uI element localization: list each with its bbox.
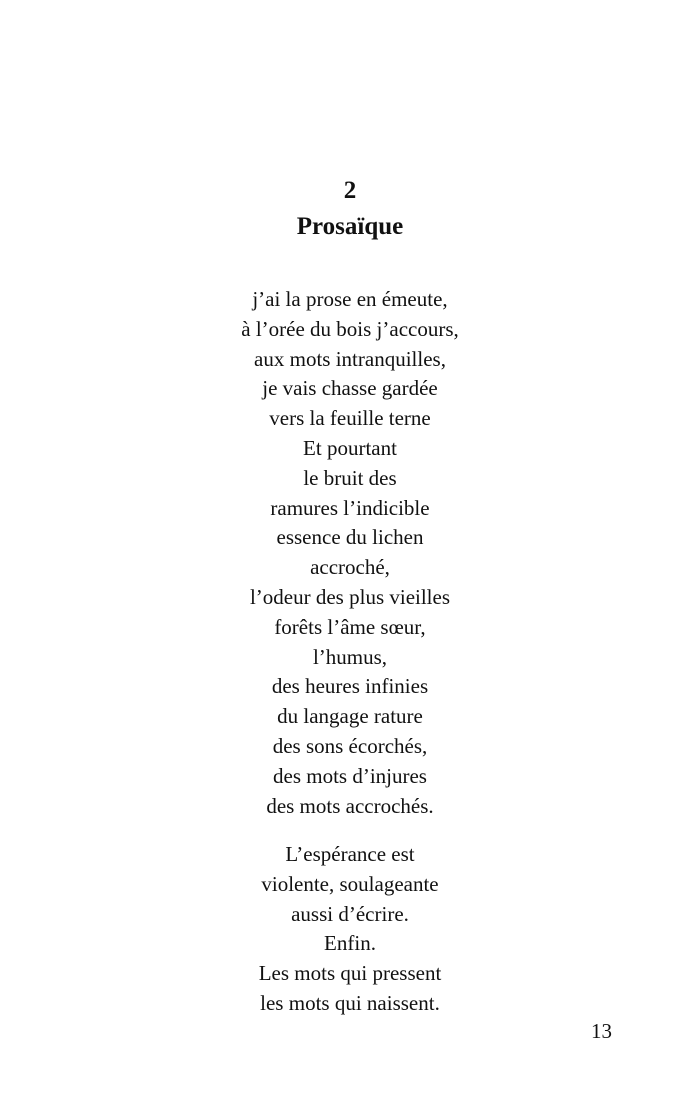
verse-line: j’ai la prose en émeute, [252,287,448,311]
verse-line: aux mots intranquilles, [254,346,446,371]
chapter-title: Prosaïque [296,213,404,240]
verse-line: des mots d’injures [273,763,427,788]
verse-line: je vais chasse gardée [262,376,438,401]
poem-stanza-2 [0,840,700,1019]
verse-line: forêts l’âme sœur, [274,614,426,639]
verse-line: l’odeur des plus vieilles [249,584,451,609]
verse-line: l’humus, [312,644,388,669]
verse-line: Les mots qui pressent [258,961,442,986]
verse-line: Et pourtant [303,435,397,460]
verse-line: essence du lichen [276,525,424,550]
verse-line: aussi d’écrire. [291,901,409,926]
verse-line: le bruit des [303,465,397,490]
verse-line: du langage rature [277,704,423,729]
chapter-number: 2 [343,177,357,204]
page-number: 13 [591,1019,612,1043]
verse-line: à l’orée du bois j’accours, [241,316,459,341]
verse-line: Enfin. [324,931,376,956]
poem-stanza-1 [0,285,700,821]
verse-line: violente, soulageante [261,871,439,896]
verse-line: les mots qui naissent. [260,990,440,1015]
verse-line: L’espérance est [285,842,415,866]
verse-line: des mots accrochés. [266,793,434,818]
verse-line: accroché, [310,555,390,580]
verse-line: ramures l’indicible [270,495,430,520]
verse-line: vers la feuille terne [269,406,431,431]
verse-line: des sons écorchés, [272,733,428,758]
verse-line: des heures infinies [271,674,429,699]
